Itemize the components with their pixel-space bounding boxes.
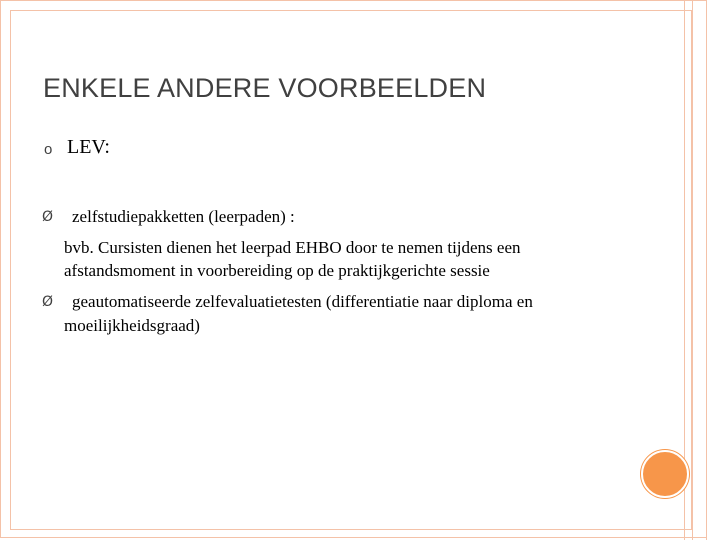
heading-lev: LEV: [67,136,110,158]
arrow-bullet-icon: Ø [42,209,54,225]
side-rule [706,0,707,540]
item-text: geautomatiseerde zelfevaluatietesten (differentiatie naar diploma en [72,292,533,311]
circle-bullet-icon: o [44,141,53,158]
item-subtext: bvb. Cursisten dienen het leerpad EHBO door te nemen tijdens een [64,238,521,257]
accent-circle [641,450,689,498]
item-subtext: afstandsmoment in voorbereiding op de praktijkgerichte sessie [64,261,490,280]
arrow-bullet-icon: Ø [42,294,54,310]
slide-title: ENKELE ANDERE VOORBEELDEN [43,73,487,103]
item-text: zelfstudiepakketten (leerpaden) : [72,207,295,226]
item-text: moeilijkheidsgraad) [64,316,200,335]
side-rule [692,0,693,540]
